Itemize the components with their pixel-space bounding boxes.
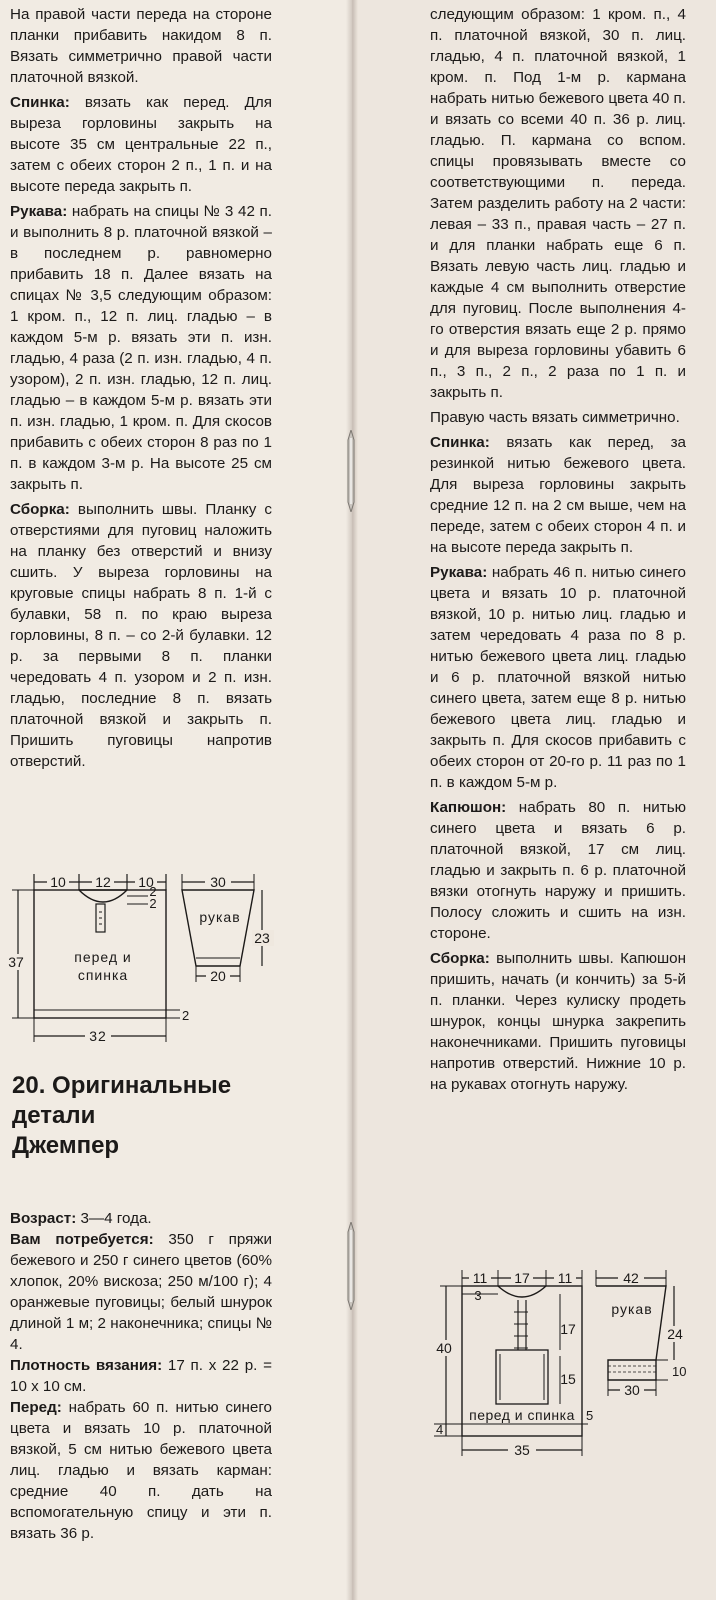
d2-pocket: 15 xyxy=(560,1371,576,1387)
heading-line-3: Джемпер xyxy=(12,1132,120,1159)
heading-line-1: 20. Оригинальные xyxy=(12,1072,232,1099)
paragraph-gauge xyxy=(10,1355,272,1397)
right-column-text xyxy=(430,4,686,1099)
pattern-diagram-2 xyxy=(428,1264,708,1469)
text-materials: 350 г пряжи бежевого и 250 г синего цветов (60% хлопок, 20% вискоза; 250 м/100 г); 4 оранжевые пуговицы; белый шнурок длиной 1 м; 2 наконечника; спицы № 4. xyxy=(10,1231,272,1353)
d2-sleeve-height: 24 xyxy=(667,1326,683,1342)
text-back: вязать как перед. Для выреза горловины закрыть на высоте 35 см центральные 22 п., затем с обеих сторон 2 п., 1 п. и на высоте переда закрыть п. xyxy=(10,94,272,195)
staple-bottom xyxy=(347,1222,355,1310)
text-age: 3—4 года. xyxy=(76,1210,152,1227)
paragraph-assembly xyxy=(10,499,272,772)
d2-dim-top-mid: 17 xyxy=(514,1270,530,1286)
pattern-diagram-1 xyxy=(0,868,290,1053)
paragraph-front-cont: следующим образом: 1 кром. п., 4 п. платочной вязкой, 30 п. лиц. гладью, 4 п. платочной вязкой, 1 кром. п. Под 1-м р. кармана набрать нитью бежевого цвета 40 п. и вязать со всеми 40 п. 36 р. лиц. гладью. П. кармана со вспом. спицы провязывать вместе со соответствующими п. переда. Затем разделить работу на 2 части: левая – 33 п., правая часть – 27 п. и для планки набрать еще 6 п. Вязать левую часть лиц. гладью и каждые 4 см выполнить отверстие для пуговиц. После выполнения 4-го отверстия вязать еще 2 р. прямо и для выреза горловины убавить 6 п., 3 п., 2 п., 2 раза по 1 п. и закрыть п. xyxy=(430,6,686,401)
label-assembly: Сборка: xyxy=(10,501,70,518)
left-column-text xyxy=(10,4,272,776)
text-hood: набрать 80 п. нитью синего цвета и вязать 6 р. платочной вязкой, 17 см лиц. гладью и закрыть п. 6 р. платочной вязки отогнуть наружу и пришить. Полосу сложить и сшить на изн. стороне. xyxy=(430,799,686,942)
dim-width: 32 xyxy=(89,1028,107,1044)
sleeve-dim-bottom: 20 xyxy=(210,968,226,984)
dim-neck-a: 2 xyxy=(149,884,157,899)
label-hood: Капюшон: xyxy=(430,799,507,816)
d2-sleeve-top: 42 xyxy=(623,1270,639,1286)
dim-top-right: 10 xyxy=(138,874,154,890)
paragraph-sleeves-2 xyxy=(430,562,686,793)
label-front: Перед: xyxy=(10,1399,62,1416)
paragraph-right-part: Правую часть вязать симметрично. xyxy=(430,409,680,426)
d2-sleeve-bottom: 30 xyxy=(624,1382,640,1398)
paragraph-sleeves xyxy=(10,201,272,495)
d2-placket: 17 xyxy=(560,1321,576,1337)
text-assembly-2: выполнить швы. Капюшон пришить, начать (и кончить) за 5-й п. планки. Через кулиску продеть шнурок, концы шнурка закрепить наконечниками. Пришить пуговицы напротив отверстий. Нижние 10 р. на рукавах отогнуть наружу. xyxy=(430,950,686,1093)
label-sleeves: Рукава: xyxy=(10,203,68,220)
paragraph-hood xyxy=(430,797,686,944)
text-front: набрать 60 п. нитью синего цвета и вязать 10 р. платочной вязкой, 5 см нитью бежевого цвета лиц. гладью и вязать карман: средние 40 п. дать на вспомогательную спицу и эти п. вязать 36 р. xyxy=(10,1399,272,1542)
dim-top-mid: 12 xyxy=(95,874,111,890)
dim-top-left: 10 xyxy=(50,874,66,890)
dim-bottom-rib: 2 xyxy=(182,1008,190,1023)
d2-cuff: 10 xyxy=(672,1364,687,1379)
d2-body-label: перед и спинка xyxy=(469,1407,575,1423)
sleeve-dim-height: 23 xyxy=(254,930,270,946)
d2-sleeve-label: рукав xyxy=(611,1301,653,1317)
label-assembly-2: Сборка: xyxy=(430,950,490,967)
staple-top xyxy=(347,430,355,512)
paragraph-front xyxy=(10,1397,272,1544)
paragraph-right-front: На правой части переда на стороне планки прибавить накидом 8 п. Вязать симметрично правой части платочной вязкой. xyxy=(10,6,272,86)
paragraph-materials xyxy=(10,1229,272,1355)
d2-side: 5 xyxy=(586,1408,594,1423)
d2-width: 35 xyxy=(514,1442,530,1458)
label-materials: Вам потребуется: xyxy=(10,1231,154,1248)
text-assembly: выполнить швы. Планку с отверстиями для пуговиц наложить на планку без отверстий и внизу сшить. У выреза горловины на круговые спицы набрать 8 п. 1-й с булавки, 58 п. по краю выреза горловины, 8 п. – со 2-й булавки. 12 р. за первыми 8 п. планки чередовать 4 п. узором и 2 п. изн. гладью, последние 8 п. вязать платочной вязкой и закрыть п. Пришить пуговицы напротив отверстий. xyxy=(10,501,272,770)
text-back-2: вязать как перед, за резинкой нитью бежевого цвета. Для выреза горловины закрыть средние 12 п. на 2 см выше, чем на переде, затем с обеих сторон 4 п. и на высоте переда закрыть п. xyxy=(430,434,686,556)
paragraph-back-2 xyxy=(430,432,686,558)
dim-neck-b: 2 xyxy=(149,896,157,911)
page-fold xyxy=(346,0,358,1600)
paragraph-back xyxy=(10,92,272,197)
body-label-2: спинка xyxy=(77,967,129,983)
paragraph-age xyxy=(10,1208,272,1229)
label-gauge: Плотность вязания: xyxy=(10,1357,163,1374)
sleeve-dim-top: 30 xyxy=(210,874,226,890)
label-age: Возраст: xyxy=(10,1210,77,1227)
section-heading xyxy=(12,1071,312,1161)
text-gauge: 17 п. х 22 р. = 10 х 10 см. xyxy=(10,1357,272,1395)
sleeve-label: рукав xyxy=(199,909,241,925)
label-sleeves-2: Рукава: xyxy=(430,564,488,581)
body-label-1: перед и xyxy=(74,949,132,965)
paragraph-assembly-2 xyxy=(430,948,686,1095)
left-column-bottom-text xyxy=(10,1208,272,1544)
dim-height: 37 xyxy=(8,954,24,970)
label-back-2: Спинка: xyxy=(430,434,490,451)
d2-rib: 4 xyxy=(436,1422,444,1437)
d2-dim-top-left: 11 xyxy=(472,1270,488,1286)
d2-neck-depth: 3 xyxy=(474,1288,482,1303)
d2-dim-top-right: 11 xyxy=(557,1270,573,1286)
text-sleeves-2: набрать 46 п. нитью синего цвета и вязать 10 р. платочной вязкой, 10 р. нитью лиц. гладью и затем чередовать 4 раза по 8 р. нитью бежевого цвета лиц. гладью и 6 р. платочной вязкой нитью синего цвета, затем еще 8 р. нитью бежевого цвета лиц. гладью и закрыть п. Для скосов прибавить с обеих сторон от 20-го р. 11 раз по 1 п. в каждом 5-м р. xyxy=(430,564,686,791)
label-back: Спинка: xyxy=(10,94,70,111)
heading-line-2: детали xyxy=(12,1102,96,1129)
d2-height: 40 xyxy=(436,1340,452,1356)
text-sleeves: набрать на спицы № 3 42 п. и выполнить 8 р. платочной вязкой – в последнем р. равномерно прибавить 18 п. Далее вязать на спицах № 3,5 следующим образом: 1 кром. п., 12 п. лиц. гладью – в каждом 5-м р. вязать эти п. изн. гладью, 4 раза (2 п. изн. гладью, 4 п. узором), 2 п. изн. гладью, 12 п. лиц. гладью – в каждом 5-м р. вязать эти п. изн. гладью, 1 кром. п. Для скосов прибавить с обеих сторон 8 раз по 1 п. в каждом 3-м р. На высоте 25 см закрыть п. xyxy=(10,203,272,493)
